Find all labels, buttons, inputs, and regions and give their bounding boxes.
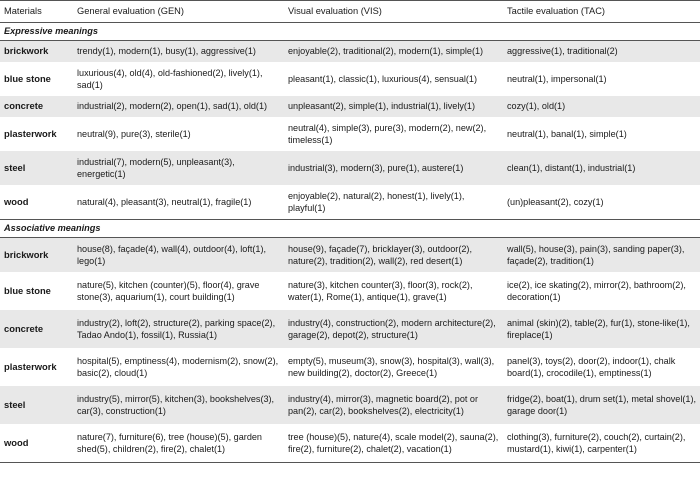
gen-cell: industrial(2), modern(2), open(1), sad(1), old(1) — [73, 96, 284, 117]
table-row — [0, 272, 700, 310]
header-row — [0, 1, 700, 23]
material-cell: steel — [0, 151, 73, 185]
table-row — [0, 386, 700, 424]
vis-cell: industry(4), mirror(3), magnetic board(2), pot or pan(2), car(2), bookshelves(2), electricity(1) — [284, 386, 503, 424]
material-cell: blue stone — [4, 72, 51, 84]
material-cell: wood — [4, 195, 29, 207]
table-row — [0, 238, 700, 273]
table-row — [0, 117, 700, 151]
section-title: Expressive meanings — [0, 23, 700, 41]
header-visual-evaluation: Visual evaluation (VIS) — [284, 1, 503, 23]
gen-cell: nature(7), furniture(6), tree (house)(5), garden shed(5), children(2), fire(2), chalet(1) — [73, 424, 284, 463]
section-header-row — [0, 220, 700, 238]
table-row — [0, 96, 700, 117]
vis-cell: neutral(4), simple(3), pure(3), modern(2), new(2), timeless(1) — [288, 122, 487, 145]
tac-cell: cozy(1), old(1) — [503, 96, 700, 117]
vis-cell: pleasant(1), classic(1), luxurious(4), sensual(1) — [288, 73, 478, 84]
vis-cell: empty(5), museum(3), snow(3), hospital(3), wall(3), new building(2), doctor(2), Greece(1) — [288, 355, 495, 378]
table-row — [0, 424, 700, 463]
gen-cell: house(8), façade(4), wall(4), outdoor(4), loft(1), lego(1) — [73, 238, 284, 273]
vis-cell: unpleasant(2), simple(1), industrial(1), lively(1) — [284, 96, 503, 117]
material-cell: steel — [0, 386, 73, 424]
gen-cell: industry(5), mirror(5), kitchen(3), bookshelves(3), car(3), construction(1) — [73, 386, 284, 424]
table-row — [0, 41, 700, 63]
table-row — [0, 348, 700, 386]
material-cell: wood — [0, 424, 73, 463]
tac-cell: wall(5), house(3), pain(3), sanding paper(3), façade(2), tradition(1) — [503, 238, 700, 273]
vis-cell: enjoyable(2), natural(2), honest(1), lively(1), playful(1) — [288, 190, 465, 213]
material-cell: brickwork — [0, 41, 73, 63]
gen-cell: natural(4), pleasant(3), neutral(1), fragile(1) — [77, 196, 252, 207]
table-row — [0, 62, 700, 96]
material-cell: concrete — [0, 96, 73, 117]
tac-cell: clothing(3), furniture(2), couch(2), curtain(2), mustard(1), kiwi(1), carpenter(1) — [503, 424, 700, 463]
vis-cell: enjoyable(2), traditional(2), modern(1), simple(1) — [284, 41, 503, 63]
vis-cell: tree (house)(5), nature(4), scale model(2), sauna(2), fire(2), furniture(2), chalet(2), vacation(1) — [284, 424, 503, 463]
tac-cell: (un)pleasant(2), cozy(1) — [507, 196, 604, 207]
gen-cell: trendy(1), modern(1), busy(1), aggressive(1) — [73, 41, 284, 63]
gen-cell: hospital(5), emptiness(4), modernism(2), snow(2), basic(2), cloud(1) — [77, 355, 279, 378]
tac-cell: neutral(1), impersonal(1) — [507, 73, 607, 84]
tac-cell: fridge(2), boat(1), drum set(1), metal shovel(1), garage door(1) — [503, 386, 700, 424]
tac-cell: aggressive(1), traditional(2) — [503, 41, 700, 63]
tac-cell: neutral(1), banal(1), simple(1) — [507, 128, 627, 139]
tac-cell: ice(2), ice skating(2), mirror(2), bathroom(2), decoration(1) — [507, 279, 686, 302]
gen-cell: luxurious(4), old(4), old-fashioned(2), lively(1), sad(1) — [77, 67, 263, 90]
material-cell: plasterwork — [4, 127, 57, 139]
material-cell: plasterwork — [4, 360, 57, 372]
vis-cell: industry(4), construction(2), modern architecture(2), garage(2), depot(2), structure(1) — [284, 310, 503, 348]
table-row — [0, 185, 700, 220]
material-cell: blue stone — [4, 284, 51, 296]
section-header-row — [0, 23, 700, 41]
material-cell: concrete — [0, 310, 73, 348]
gen-cell: industry(2), loft(2), structure(2), parking space(2), Tadao Ando(1), fossil(1), Russia(1) — [73, 310, 284, 348]
header-materials: Materials — [0, 1, 73, 23]
header-general-evaluation: General evaluation (GEN) — [73, 1, 284, 23]
vis-cell: nature(3), kitchen counter(3), floor(3), rock(2), water(1), Rome(1), antique(1), grave(1) — [288, 279, 473, 302]
material-cell: brickwork — [0, 238, 73, 273]
table-row — [0, 310, 700, 348]
vis-cell: industrial(3), modern(3), pure(1), austere(1) — [284, 151, 503, 185]
section-title: Associative meanings — [0, 220, 700, 238]
tac-cell: clean(1), distant(1), industrial(1) — [503, 151, 700, 185]
tac-cell: panel(3), toys(2), door(2), indoor(1), chalk board(1), crocodile(1), emptiness(1) — [507, 355, 676, 378]
header-tactile-evaluation: Tactile evaluation (TAC) — [503, 1, 700, 23]
vis-cell: house(9), façade(7), bricklayer(3), outdoor(2), nature(2), tradition(2), wall(2), red desert(1) — [284, 238, 503, 273]
gen-cell: neutral(9), pure(3), sterile(1) — [77, 128, 191, 139]
gen-cell: industrial(7), modern(5), unpleasant(3), energetic(1) — [73, 151, 284, 185]
table-row — [0, 151, 700, 185]
gen-cell: nature(5), kitchen (counter)(5), floor(4), grave stone(3), aquarium(1), court building(1) — [77, 279, 260, 302]
tac-cell: animal (skin)(2), table(2), fur(1), stone-like(1), fireplace(1) — [503, 310, 700, 348]
